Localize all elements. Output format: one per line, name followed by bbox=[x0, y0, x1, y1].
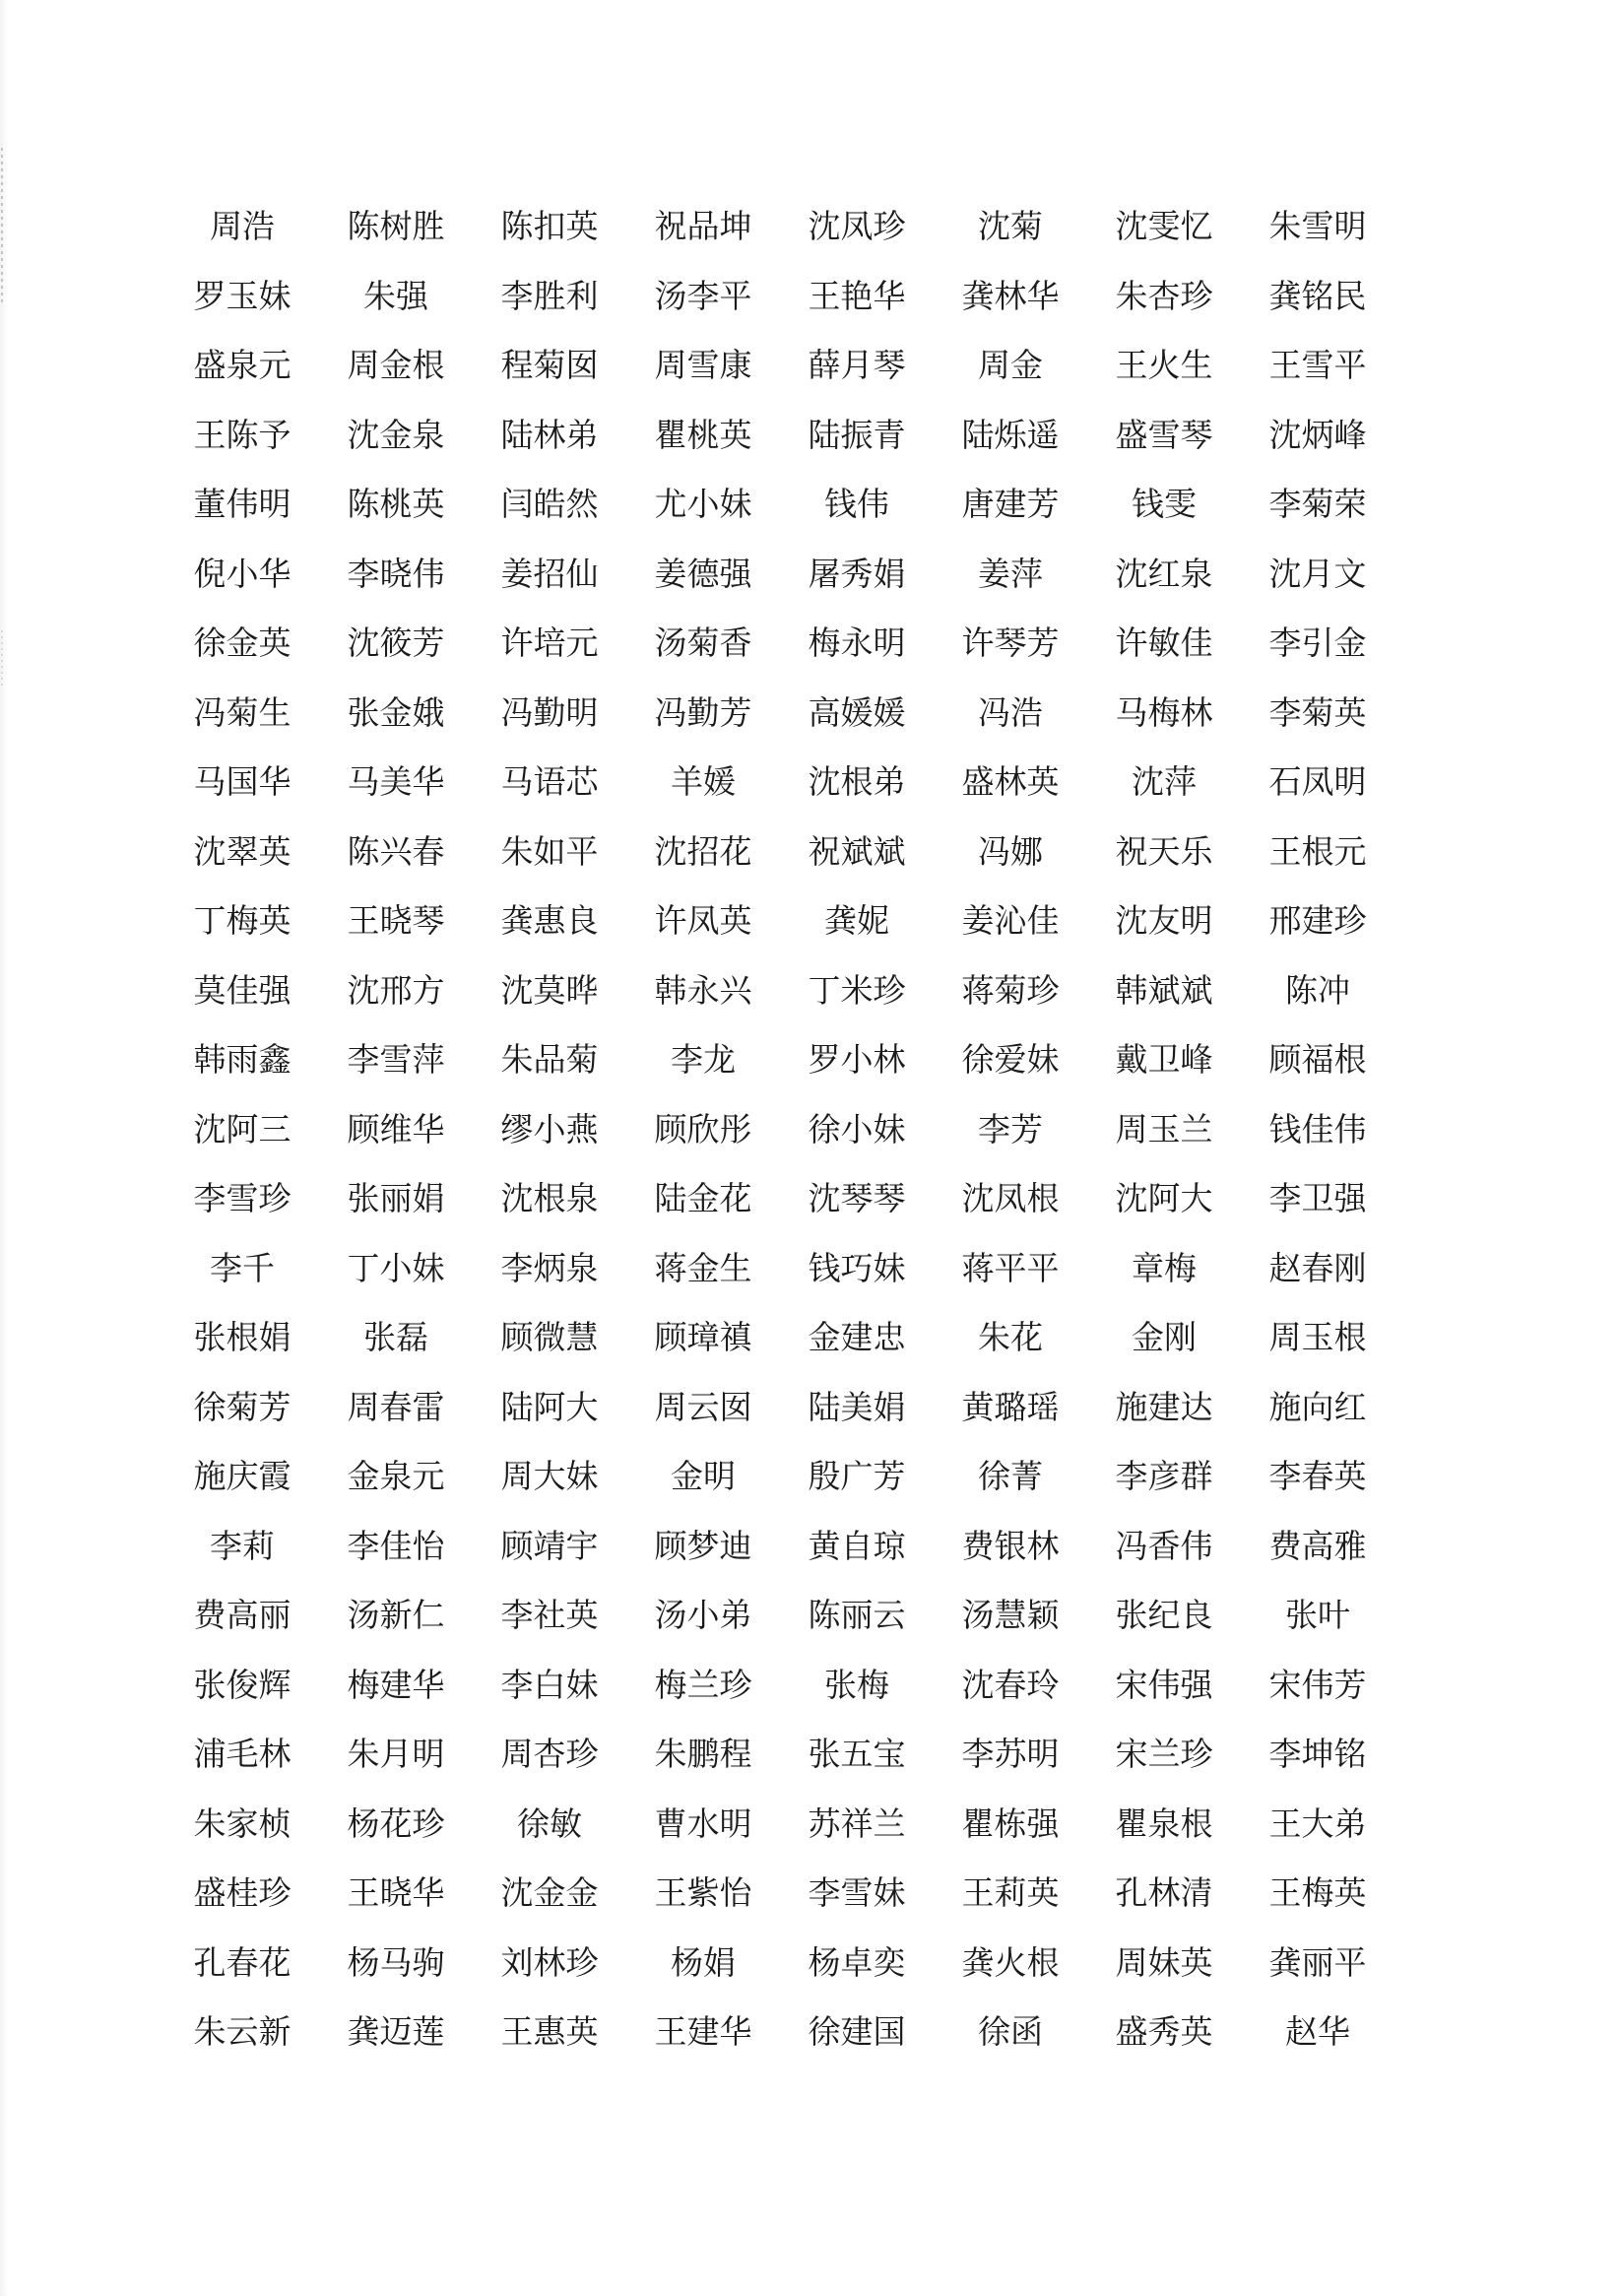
name-entry: 盛雪琴 bbox=[1115, 415, 1213, 454]
name-entry: 陈冲 bbox=[1285, 970, 1350, 1010]
name-entry: 沈春玲 bbox=[961, 1665, 1060, 1704]
name-entry: 马国华 bbox=[193, 762, 292, 801]
name-entry: 杨花珍 bbox=[347, 1804, 445, 1843]
name-entry: 沈雯忆 bbox=[1115, 207, 1213, 245]
name-entry: 瞿栋强 bbox=[961, 1804, 1060, 1843]
name-entry: 梅建华 bbox=[347, 1665, 445, 1704]
name-entry: 祝天乐 bbox=[1115, 831, 1213, 871]
name-entry: 王晓琴 bbox=[347, 901, 445, 940]
name-entry: 沈金泉 bbox=[347, 415, 445, 454]
name-entry: 冯浩 bbox=[978, 692, 1043, 732]
name-entry: 瞿桃英 bbox=[654, 415, 752, 454]
name-entry: 邢建珍 bbox=[1268, 901, 1367, 940]
name-entry: 龚火根 bbox=[961, 1942, 1060, 1982]
name-entry: 李晓伟 bbox=[347, 554, 445, 593]
name-entry: 韩永兴 bbox=[654, 970, 752, 1010]
name-entry: 王莉英 bbox=[961, 1873, 1060, 1912]
name-entry: 朱杏珍 bbox=[1115, 276, 1213, 315]
name-entry: 徐建国 bbox=[808, 2012, 906, 2051]
name-entry: 闫皓然 bbox=[500, 485, 599, 523]
name-entry: 尤小妹 bbox=[654, 485, 752, 523]
name-entry: 黄璐瑶 bbox=[961, 1387, 1060, 1426]
name-entry: 汤小弟 bbox=[654, 1596, 752, 1634]
name-entry: 张俊辉 bbox=[193, 1665, 292, 1704]
name-entry: 顾维华 bbox=[347, 1109, 445, 1148]
name-entry: 朱品菊 bbox=[500, 1040, 599, 1079]
name-entry: 金泉元 bbox=[347, 1457, 445, 1495]
name-entry: 李胜利 bbox=[500, 276, 599, 315]
name-entry: 李芳 bbox=[978, 1109, 1043, 1148]
name-entry: 张纪良 bbox=[1115, 1596, 1213, 1634]
name-entry: 龚铭民 bbox=[1268, 276, 1367, 315]
name-entry: 梅兰珍 bbox=[654, 1665, 752, 1704]
name-entry: 章梅 bbox=[1132, 1248, 1197, 1287]
name-entry: 李菊英 bbox=[1268, 692, 1367, 732]
name-entry: 盛桂珍 bbox=[193, 1873, 292, 1912]
name-entry: 李彦群 bbox=[1115, 1457, 1213, 1495]
name-entry: 李卫强 bbox=[1268, 1179, 1367, 1217]
name-entry: 顾靖宇 bbox=[500, 1526, 599, 1565]
name-entry: 杨娟 bbox=[671, 1942, 736, 1982]
name-entry: 金明 bbox=[671, 1457, 736, 1495]
name-entry: 罗玉妹 bbox=[193, 276, 292, 315]
name-entry: 梅永明 bbox=[808, 623, 906, 662]
name-entry: 周妹英 bbox=[1115, 1942, 1213, 1982]
name-entry: 陈兴春 bbox=[347, 831, 445, 871]
name-entry: 周金根 bbox=[347, 346, 445, 384]
name-entry: 顾欣彤 bbox=[654, 1109, 752, 1148]
name-entry: 董伟明 bbox=[193, 485, 292, 523]
name-entry: 沈凤珍 bbox=[808, 207, 906, 245]
name-entry: 王建华 bbox=[654, 2012, 752, 2051]
name-entry: 施建达 bbox=[1115, 1387, 1213, 1426]
name-entry: 张磊 bbox=[363, 1318, 428, 1356]
name-entry: 马梅林 bbox=[1115, 692, 1213, 732]
name-entry: 顾福根 bbox=[1268, 1040, 1367, 1079]
name-entry: 沈莫晔 bbox=[500, 970, 599, 1010]
name-entry: 盛林英 bbox=[961, 762, 1060, 801]
name-entry: 徐敏 bbox=[517, 1804, 582, 1843]
name-entry: 王紫怡 bbox=[654, 1873, 752, 1912]
name-entry: 陈桃英 bbox=[347, 485, 445, 523]
name-entry: 费高丽 bbox=[193, 1596, 292, 1634]
name-entry: 汤菊香 bbox=[654, 623, 752, 662]
name-entry: 韩斌斌 bbox=[1115, 970, 1213, 1010]
name-entry: 宋伟芳 bbox=[1268, 1665, 1367, 1704]
name-entry: 沈炳峰 bbox=[1268, 415, 1367, 454]
name-entry: 龚林华 bbox=[961, 276, 1060, 315]
name-entry: 顾璋禛 bbox=[654, 1318, 752, 1356]
name-entry: 蒋金生 bbox=[654, 1248, 752, 1287]
name-entry: 沈菊 bbox=[978, 207, 1043, 245]
name-entry: 马美华 bbox=[347, 762, 445, 801]
name-entry: 金建忠 bbox=[808, 1318, 906, 1356]
name-entry: 李菊荣 bbox=[1268, 485, 1367, 523]
name-entry: 周玉兰 bbox=[1115, 1109, 1213, 1148]
name-entry: 陈扣英 bbox=[500, 207, 599, 245]
name-entry: 丁小妹 bbox=[347, 1248, 445, 1287]
name-entry: 龚妮 bbox=[824, 901, 889, 940]
name-entry: 李莉 bbox=[210, 1526, 275, 1565]
name-entry: 金刚 bbox=[1132, 1318, 1197, 1356]
name-entry: 周春雷 bbox=[347, 1387, 445, 1426]
name-entry: 周杏珍 bbox=[500, 1735, 599, 1773]
name-entry: 沈月文 bbox=[1268, 554, 1367, 593]
name-entry: 冯菊生 bbox=[193, 692, 292, 732]
name-entry: 顾梦迪 bbox=[654, 1526, 752, 1565]
name-entry: 费银林 bbox=[961, 1526, 1060, 1565]
scan-margin-artifact bbox=[0, 0, 8, 2296]
name-entry: 冯勤明 bbox=[500, 692, 599, 732]
name-entry: 冯香伟 bbox=[1115, 1526, 1213, 1565]
name-entry: 王梅英 bbox=[1268, 1873, 1367, 1912]
name-entry: 龚惠良 bbox=[500, 901, 599, 940]
name-entry: 王艳华 bbox=[808, 276, 906, 315]
name-entry: 许凤英 bbox=[654, 901, 752, 940]
name-entry: 赵春刚 bbox=[1268, 1248, 1367, 1287]
name-entry: 缪小燕 bbox=[500, 1109, 599, 1148]
name-entry: 沈翠英 bbox=[193, 831, 292, 871]
name-entry: 沈金金 bbox=[500, 1873, 599, 1912]
name-entry: 陆烁遥 bbox=[961, 415, 1060, 454]
name-entry: 朱云新 bbox=[193, 2012, 292, 2051]
name-entry: 姜招仙 bbox=[500, 554, 599, 593]
name-entry: 李春英 bbox=[1268, 1457, 1367, 1495]
name-entry: 沈阿大 bbox=[1115, 1179, 1213, 1217]
name-entry: 朱鹏程 bbox=[654, 1735, 752, 1773]
name-entry: 祝斌斌 bbox=[808, 831, 906, 871]
name-entry: 周云囡 bbox=[654, 1387, 752, 1426]
name-entry: 汤慧颖 bbox=[961, 1596, 1060, 1634]
name-entry: 陆林弟 bbox=[500, 415, 599, 454]
name-entry: 王雪平 bbox=[1268, 346, 1367, 384]
name-entry: 冯娜 bbox=[978, 831, 1043, 871]
name-entry: 费高雅 bbox=[1268, 1526, 1367, 1565]
name-entry: 李引金 bbox=[1268, 623, 1367, 662]
name-entry: 周大妹 bbox=[500, 1457, 599, 1495]
name-entry: 盛泉元 bbox=[193, 346, 292, 384]
name-entry: 宋兰珍 bbox=[1115, 1735, 1213, 1773]
name-entry: 沈根弟 bbox=[808, 762, 906, 801]
name-entry: 朱家桢 bbox=[193, 1804, 292, 1843]
name-entry: 龚丽平 bbox=[1268, 1942, 1367, 1982]
name-entry: 沈筱芳 bbox=[347, 623, 445, 662]
name-entry: 蒋菊珍 bbox=[961, 970, 1060, 1010]
name-entry: 周雪康 bbox=[654, 346, 752, 384]
name-entry: 徐函 bbox=[978, 2012, 1043, 2051]
name-entry: 沈邢方 bbox=[347, 970, 445, 1010]
name-entry: 殷广芳 bbox=[808, 1457, 906, 1495]
name-entry: 浦毛林 bbox=[193, 1735, 292, 1773]
name-entry: 沈友明 bbox=[1115, 901, 1213, 940]
name-entry: 李坤铭 bbox=[1268, 1735, 1367, 1773]
name-entry: 李千 bbox=[210, 1248, 275, 1287]
name-entry: 朱如平 bbox=[500, 831, 599, 871]
name-entry: 盛秀英 bbox=[1115, 2012, 1213, 2051]
name-entry: 钱佳伟 bbox=[1268, 1109, 1367, 1148]
name-entry: 杨卓奕 bbox=[808, 1942, 906, 1982]
name-entry: 姜萍 bbox=[978, 554, 1043, 593]
name-entry: 沈萍 bbox=[1132, 762, 1197, 801]
name-entry: 陆美娟 bbox=[808, 1387, 906, 1426]
name-entry: 汤新仁 bbox=[347, 1596, 445, 1634]
name-entry: 朱花 bbox=[978, 1318, 1043, 1356]
name-entry: 王大弟 bbox=[1268, 1804, 1367, 1843]
name-entry: 戴卫峰 bbox=[1115, 1040, 1213, 1079]
name-entry: 李炳泉 bbox=[500, 1248, 599, 1287]
name-entry: 李白妹 bbox=[500, 1665, 599, 1704]
name-entry: 莫佳强 bbox=[193, 970, 292, 1010]
name-entry: 沈凤根 bbox=[961, 1179, 1060, 1217]
name-entry: 周玉根 bbox=[1268, 1318, 1367, 1356]
name-entry: 赵华 bbox=[1285, 2012, 1350, 2051]
name-entry: 徐菁 bbox=[978, 1457, 1043, 1495]
name-entry: 许培元 bbox=[500, 623, 599, 662]
name-entry: 宋伟强 bbox=[1115, 1665, 1213, 1704]
name-entry: 徐金英 bbox=[193, 623, 292, 662]
name-entry: 李佳怡 bbox=[347, 1526, 445, 1565]
name-entry: 汤李平 bbox=[654, 276, 752, 315]
name-entry: 黄自琼 bbox=[808, 1526, 906, 1565]
name-entry: 周浩 bbox=[210, 207, 275, 245]
name-entry: 徐小妹 bbox=[808, 1109, 906, 1148]
name-entry: 蒋平平 bbox=[961, 1248, 1060, 1287]
name-entry: 张五宝 bbox=[808, 1735, 906, 1773]
name-list-grid bbox=[165, 192, 1396, 2067]
name-entry: 沈红泉 bbox=[1115, 554, 1213, 593]
name-entry: 许琴芳 bbox=[961, 623, 1060, 662]
name-entry: 朱月明 bbox=[347, 1735, 445, 1773]
name-entry: 丁梅英 bbox=[193, 901, 292, 940]
name-entry: 姜德强 bbox=[654, 554, 752, 593]
name-entry: 王根元 bbox=[1268, 831, 1367, 871]
name-entry: 张梅 bbox=[824, 1665, 889, 1704]
name-entry: 祝品坤 bbox=[654, 207, 752, 245]
name-entry: 王陈予 bbox=[193, 415, 292, 454]
name-entry: 李雪妹 bbox=[808, 1873, 906, 1912]
name-entry: 唐建芳 bbox=[961, 485, 1060, 523]
name-entry: 李雪珍 bbox=[193, 1179, 292, 1217]
name-entry: 石凤明 bbox=[1268, 762, 1367, 801]
name-entry: 陈丽云 bbox=[808, 1596, 906, 1634]
name-entry: 孔林清 bbox=[1115, 1873, 1213, 1912]
name-entry: 高媛媛 bbox=[808, 692, 906, 732]
name-entry: 张叶 bbox=[1285, 1596, 1350, 1634]
name-entry: 钱雯 bbox=[1132, 485, 1197, 523]
name-entry: 李苏明 bbox=[961, 1735, 1060, 1773]
name-entry: 陆振青 bbox=[808, 415, 906, 454]
name-entry: 徐菊芳 bbox=[193, 1387, 292, 1426]
name-entry: 王火生 bbox=[1115, 346, 1213, 384]
name-entry: 李雪萍 bbox=[347, 1040, 445, 1079]
name-entry: 陈树胜 bbox=[347, 207, 445, 245]
name-entry: 杨马驹 bbox=[347, 1942, 445, 1982]
name-entry: 朱雪明 bbox=[1268, 207, 1367, 245]
name-entry: 钱伟 bbox=[824, 485, 889, 523]
name-entry: 陆阿大 bbox=[500, 1387, 599, 1426]
name-entry: 沈琴琴 bbox=[808, 1179, 906, 1217]
name-entry: 李龙 bbox=[671, 1040, 736, 1079]
name-entry: 陆金花 bbox=[654, 1179, 752, 1217]
name-entry: 姜沁佳 bbox=[961, 901, 1060, 940]
name-entry: 朱强 bbox=[363, 276, 428, 315]
name-entry: 苏祥兰 bbox=[808, 1804, 906, 1843]
name-entry: 张根娟 bbox=[193, 1318, 292, 1356]
name-entry: 王晓华 bbox=[347, 1873, 445, 1912]
name-entry: 程菊囡 bbox=[500, 346, 599, 384]
name-entry: 薛月琴 bbox=[808, 346, 906, 384]
name-entry: 屠秀娟 bbox=[808, 554, 906, 593]
name-entry: 沈根泉 bbox=[500, 1179, 599, 1217]
name-entry: 罗小林 bbox=[808, 1040, 906, 1079]
name-entry: 龚迈莲 bbox=[347, 2012, 445, 2051]
name-entry: 韩雨鑫 bbox=[193, 1040, 292, 1079]
name-entry: 周金 bbox=[978, 346, 1043, 384]
name-entry: 张金娥 bbox=[347, 692, 445, 732]
name-entry: 冯勤芳 bbox=[654, 692, 752, 732]
name-entry: 钱巧妹 bbox=[808, 1248, 906, 1287]
name-entry: 王惠英 bbox=[500, 2012, 599, 2051]
name-entry: 羊媛 bbox=[671, 762, 736, 801]
name-entry: 刘林珍 bbox=[500, 1942, 599, 1982]
name-entry: 许敏佳 bbox=[1115, 623, 1213, 662]
name-entry: 施庆霞 bbox=[193, 1457, 292, 1495]
name-entry: 马语芯 bbox=[500, 762, 599, 801]
name-entry: 施向红 bbox=[1268, 1387, 1367, 1426]
name-entry: 沈阿三 bbox=[193, 1109, 292, 1148]
name-entry: 顾微慧 bbox=[500, 1318, 599, 1356]
name-entry: 沈招花 bbox=[654, 831, 752, 871]
name-entry: 瞿泉根 bbox=[1115, 1804, 1213, 1843]
name-entry: 丁米珍 bbox=[808, 970, 906, 1010]
name-entry: 李社英 bbox=[500, 1596, 599, 1634]
name-entry: 徐爱妹 bbox=[961, 1040, 1060, 1079]
name-entry: 曹水明 bbox=[654, 1804, 752, 1843]
name-entry: 孔春花 bbox=[193, 1942, 292, 1982]
name-entry: 张丽娟 bbox=[347, 1179, 445, 1217]
name-entry: 倪小华 bbox=[193, 554, 292, 593]
